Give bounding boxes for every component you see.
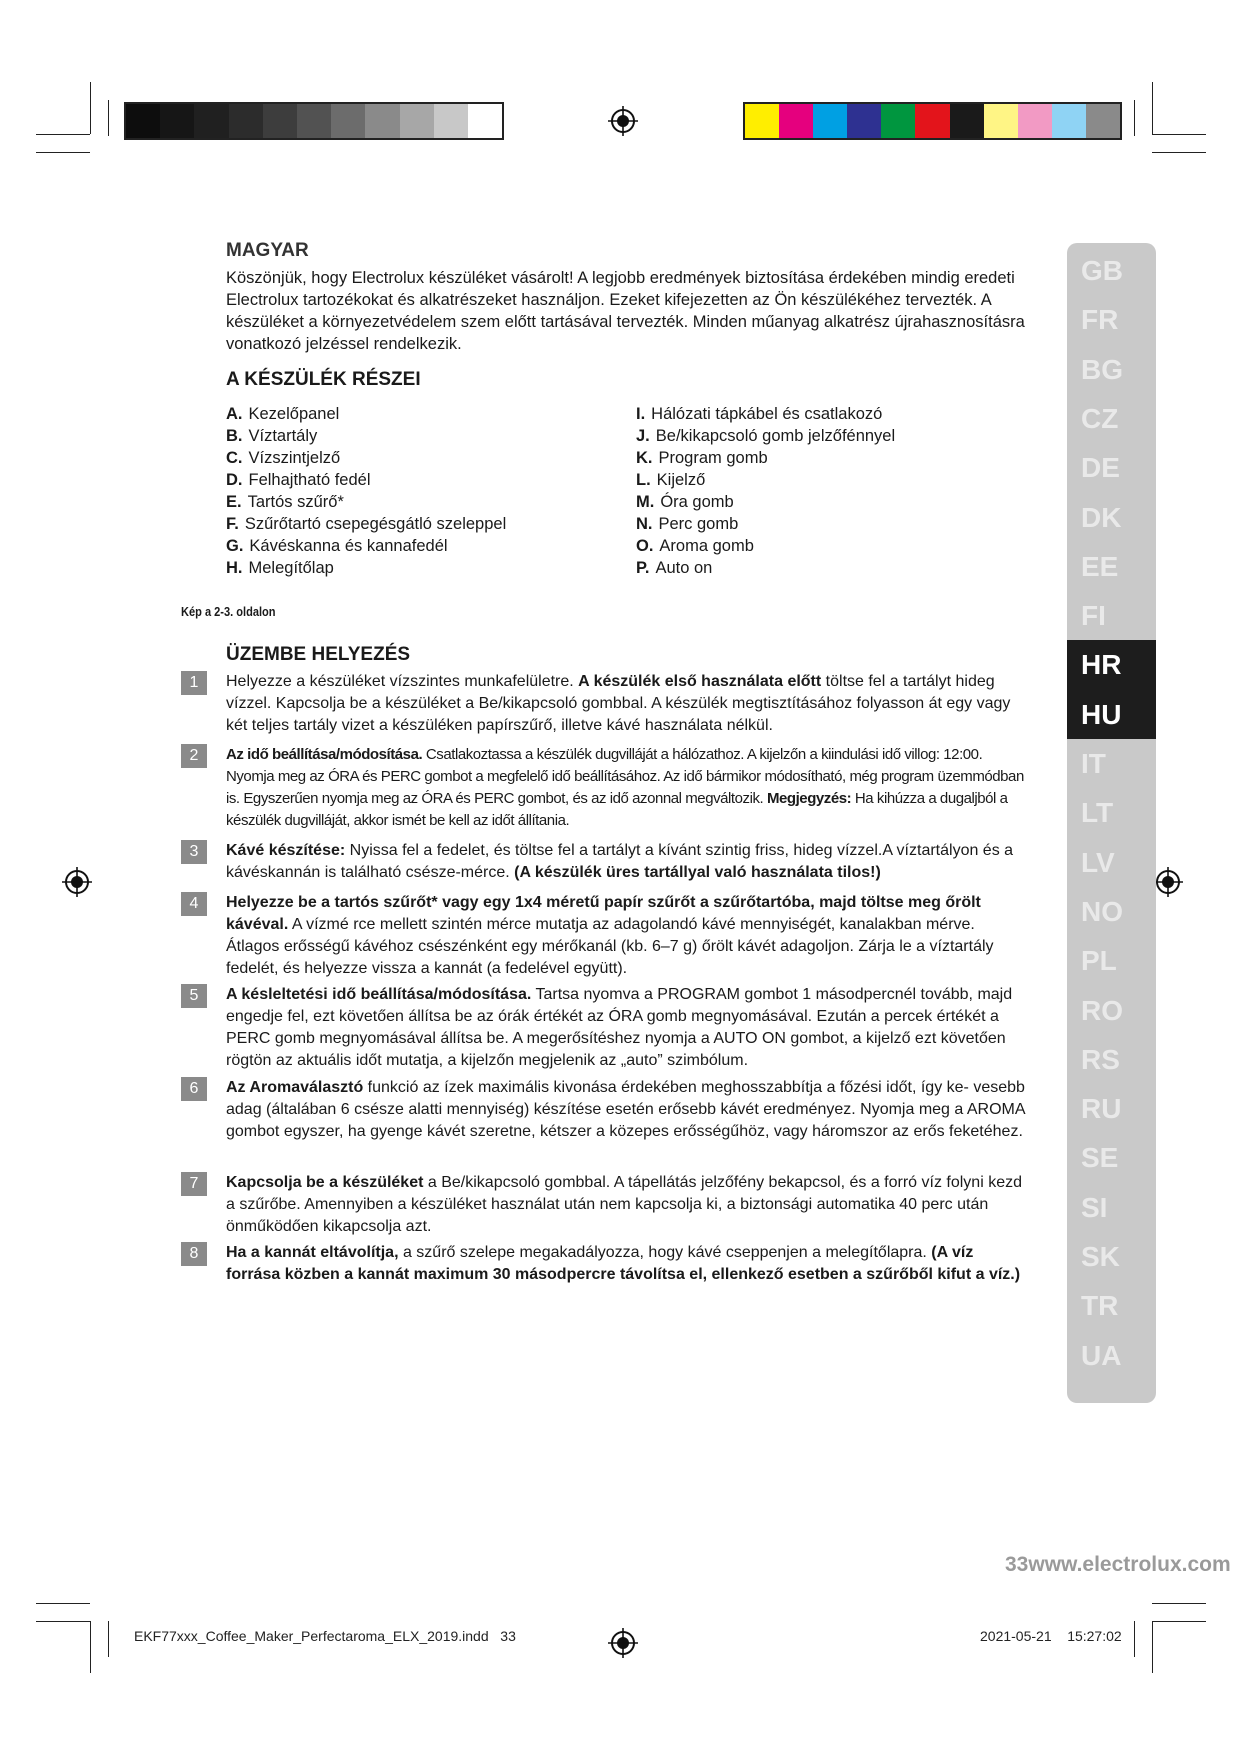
color-swatch: [126, 104, 160, 138]
crop-mark: [1152, 82, 1153, 134]
part-letter: L.: [636, 471, 651, 489]
color-swatch: [950, 104, 984, 138]
part-letter: P.: [636, 559, 650, 577]
crop-mark: [108, 100, 109, 136]
part-letter: A.: [226, 405, 243, 423]
language-tab-de: DE: [1081, 452, 1120, 484]
color-swatch: [745, 104, 779, 138]
crop-mark: [36, 152, 90, 153]
part-label: Vízszintjelző: [248, 449, 341, 467]
part-item: [636, 403, 895, 425]
part-label: Melegítőlap: [248, 559, 334, 577]
part-letter: I.: [636, 405, 646, 423]
intro-paragraph: Köszönjük, hogy Electrolux készüléket vásárolt! A legjobb eredmények biztosítása érdekében mindig eredeti Electrolux tartozékokat és alkatrészeket használjon. Ezeket kifejezetten az Ön készülékéhez tervezték. A készüléket a környezetvédelem szem előtt tartásával tervezték. Minden műanyag alkatrész újrahasznosításra vonatkozó jelzéssel rendelkezik.: [226, 269, 1025, 353]
language-tab-ua: UA: [1081, 1339, 1122, 1371]
color-swatch: [434, 104, 468, 138]
step-text: Az Aromaválasztó funkció az ízek maximális kivonása érdekében meghosszabbítja a főzési időt, így ke- vesebb adag (általában 6 csésze alatti mennyiség) készítése esetén erősebb kávét eredményez. Nyomja meg a AROMA gombot egyszer, ha gyenge kávét szeretne, kétszer a közepes erősségűhöz, vagy háromszor az erős feketéhez.: [226, 1079, 1025, 1140]
part-label: Víztartály: [248, 427, 318, 445]
crop-mark: [1152, 1621, 1206, 1622]
part-letter: D.: [226, 471, 243, 489]
step-number-badge: 3: [181, 840, 207, 864]
color-swatch: [984, 104, 1018, 138]
part-item: [226, 447, 506, 469]
part-letter: H.: [226, 559, 243, 577]
color-swatch: [194, 104, 228, 138]
registration-mark-icon: [608, 1628, 638, 1658]
color-swatch: [331, 104, 365, 138]
language-tab-lv: LV: [1081, 846, 1115, 878]
step-number-badge: 6: [181, 1077, 207, 1101]
parts-heading: A KÉSZÜLÉK RÉSZEI: [226, 369, 421, 390]
part-item: [636, 425, 895, 447]
part-item: [636, 491, 895, 513]
parts-list-right: [636, 403, 895, 579]
step-text: Helyezze be a tartós szűrőt* vagy egy 1x4 méretű papír szűrőt a szűrőtartóba, majd töltse meg őrölt kávéval. A vízmé rce mellett szintén mérce mutatja az adagolandó kávé mennyiségét, kanalakban mérve. Átlagos erősségű kávéhoz csészénként egy mérőkanál (kb. 6–7 g) őrölt kávét adagoljon. Zárja le a víztartály fedelét, és helyezze vissza a kannát (a fedelével együtt).: [226, 894, 994, 977]
part-item: [226, 557, 506, 579]
crop-mark: [1152, 1621, 1153, 1673]
language-tab-dk: DK: [1081, 501, 1122, 533]
part-label: Óra gomb: [660, 493, 734, 511]
step-number-badge: 7: [181, 1172, 207, 1196]
part-item: [636, 513, 895, 535]
registration-mark-icon: [62, 867, 92, 897]
part-letter: K.: [636, 449, 653, 467]
part-label: Program gomb: [658, 449, 768, 467]
color-swatch: [400, 104, 434, 138]
part-item: [636, 469, 895, 491]
part-item: [636, 557, 895, 579]
language-tab-gb: GB: [1081, 255, 1123, 286]
crop-mark: [36, 1603, 90, 1604]
step-number-badge: 4: [181, 892, 207, 916]
part-label: Szűrőtartó csepegésgátló szeleppel: [244, 515, 507, 533]
step-number-badge: 8: [181, 1242, 207, 1266]
part-item: [226, 403, 506, 425]
crop-mark: [36, 134, 90, 135]
color-swatch: [779, 104, 813, 138]
part-item: [636, 447, 895, 469]
crop-mark: [1152, 134, 1206, 135]
color-swatch: [365, 104, 399, 138]
language-tab-rs: RS: [1081, 1043, 1120, 1075]
part-item: [226, 513, 506, 535]
part-letter: O.: [636, 537, 654, 555]
part-label: Be/kikapcsoló gomb jelzőfénnyel: [655, 427, 896, 445]
part-label: Auto on: [655, 559, 713, 577]
registration-mark-icon: [1153, 867, 1183, 897]
part-letter: N.: [636, 515, 653, 533]
color-swatch: [297, 104, 331, 138]
language-tab-ru: RU: [1081, 1093, 1122, 1125]
language-tab-fi: FI: [1081, 600, 1106, 632]
crop-mark: [108, 1621, 109, 1657]
part-letter: C.: [226, 449, 243, 467]
part-item: [636, 535, 895, 557]
language-tab-it: IT: [1081, 748, 1106, 779]
language-tab-ro: RO: [1081, 994, 1123, 1026]
language-heading: MAGYAR: [226, 240, 309, 261]
step-number-badge: 5: [181, 984, 207, 1008]
step-text: Az idő beállítása/módosítása. Csatlakoztassa a készülék dugvilláját a hálózathoz. A kijelzőn a kiindulási idő villog: 12:00. Nyomja meg az ÓRA és PERC gombot a megfelelő idő beállításához. Az idő bármikor módosítható, még program üzemmódban is. Egyszerűen nyomja meg az ÓRA és PERC gombot, és az idő azonnal megváltozik. Megjegyzés: Ha kihúzza a dugaljból a készülék dugvilláját, akkor ismét be kell az időt állítania.: [226, 746, 1024, 829]
print-slug-timestamp: 2021-05-21 15:27:02: [980, 1628, 1122, 1644]
part-label: Tartós szűrő*: [247, 493, 344, 511]
part-letter: M.: [636, 493, 655, 511]
color-swatch: [468, 104, 502, 138]
step-text: Ha a kannát eltávolítja, a szűrő szelepe megakadályozza, hogy kávé cseppenjen a melegítőlapra. (A víz forrása közben a kannát maximum 30 másodpercre távolítsa el, ellenkező esetben a szűrőből kifut a víz.): [226, 1244, 1021, 1283]
part-label: Felhajtható fedél: [248, 471, 371, 489]
crop-mark: [90, 82, 91, 134]
crop-mark: [90, 1621, 91, 1673]
color-swatch: [813, 104, 847, 138]
part-item: [226, 491, 506, 513]
registration-mark-icon: [608, 106, 638, 136]
color-swatch: [229, 104, 263, 138]
language-tab-hr: HR: [1067, 640, 1156, 690]
crop-mark: [36, 1621, 90, 1622]
step-text: Kapcsolja be a készüléket a Be/kikapcsoló gombbal. A tápellátás jelzőfény bekapcsol, és a forró víz folyni kezd a szűrőbe. Amennyiben a készüléket használat után nem kapcsolja ki, a biztonsági automatika 40 perc után önműködően kikapcsolja azt.: [226, 1174, 1022, 1235]
part-letter: F.: [226, 515, 239, 533]
color-swatch: [1018, 104, 1052, 138]
crop-mark: [1134, 1621, 1135, 1657]
color-swatch: [881, 104, 915, 138]
language-tab-bg: BG: [1081, 353, 1123, 385]
figure-caption: Kép a 2-3. oldalon: [181, 604, 276, 619]
crop-mark: [1152, 152, 1206, 153]
language-tab-no: NO: [1081, 895, 1123, 927]
part-item: [226, 535, 506, 557]
language-tab-tr: TR: [1081, 1290, 1119, 1322]
step-text: Helyezze a készüléket vízszintes munkafelületre. A készülék első használata előtt töltse fel a tartályt hideg vízzel. Kapcsolja be a készüléket a Be/kikapcsoló gombbal. A készülék megtisztításához folyasson át egy vagy két teljes tartály vizet a készüléken papírszűrő, illetve kávé használata nélkül.: [226, 673, 1011, 734]
print-slug-filename: EKF77xxx_Coffee_Maker_Perfectaroma_ELX_2019.indd 33: [134, 1628, 516, 1644]
color-swatch: [160, 104, 194, 138]
part-letter: G.: [226, 537, 244, 555]
part-label: Hálózati tápkábel és csatlakozó: [651, 405, 883, 423]
language-tab-se: SE: [1081, 1142, 1119, 1174]
part-label: Aroma gomb: [659, 537, 754, 555]
part-label: Kezelőpanel: [248, 405, 340, 423]
part-label: Kávéskanna és kannafedél: [249, 537, 448, 555]
part-letter: J.: [636, 427, 650, 445]
language-tab-pl: PL: [1081, 945, 1117, 977]
process-color-bar: [743, 102, 1122, 140]
step-number-badge: 2: [181, 744, 207, 768]
language-tab-ee: EE: [1081, 550, 1119, 582]
color-swatch: [847, 104, 881, 138]
part-label: Perc gomb: [658, 515, 739, 533]
language-tab-hu: HU: [1067, 690, 1156, 740]
parts-list-left: [226, 403, 506, 579]
color-swatch: [1086, 104, 1120, 138]
language-tab-fr: FR: [1081, 304, 1119, 336]
step-text: Kávé készítése: Nyissa fel a fedelet, és töltse fel a tartályt a kívánt szintig friss, hideg vízzel.A víztartályon és a kávéskannán is található csésze-mérce. (A készülék üres tartállyal való használata tilos!): [226, 842, 1014, 881]
language-tab-cz: CZ: [1081, 402, 1119, 434]
crop-mark: [1134, 100, 1135, 136]
part-letter: E.: [226, 493, 242, 511]
setup-heading: ÜZEMBE HELYEZÉS: [226, 644, 411, 665]
color-swatch: [1052, 104, 1086, 138]
grayscale-color-bar: [124, 102, 504, 140]
part-item: [226, 469, 506, 491]
language-tab-lt: LT: [1081, 797, 1114, 829]
part-letter: B.: [226, 427, 243, 445]
part-label: Kijelző: [656, 471, 706, 489]
footer-website: 33www.electrolux.com: [1005, 1553, 1231, 1576]
color-swatch: [263, 104, 297, 138]
part-item: [226, 425, 506, 447]
language-tab-si: SI: [1081, 1191, 1108, 1223]
color-swatch: [915, 104, 949, 138]
language-tab-sk: SK: [1081, 1241, 1120, 1272]
step-number-badge: 1: [181, 671, 207, 695]
crop-mark: [1152, 1603, 1206, 1604]
step-text: A késleltetési idő beállítása/módosítása. Tartsa nyomva a PROGRAM gombot 1 másodpercnél tovább, majd engedje fel, ezt követően állítsa be az órák értékét az ÓRA gomb megnyomásával. Ezután a percek értékét a PERC gomb megnyomásával állítsa be. A megerősítéshez nyomja a AUTO ON gombot, a kijelző ezt követően rögtön az aktuális időt mutatja, a kijelzőn megjelenik az „auto” szimbólum.: [226, 986, 1013, 1069]
